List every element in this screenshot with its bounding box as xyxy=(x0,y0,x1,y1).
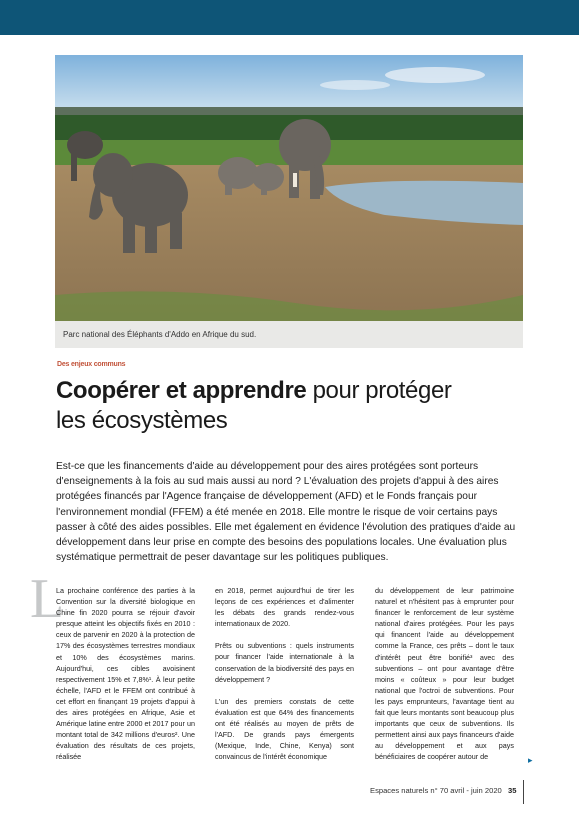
title-rest: pour protéger xyxy=(306,377,452,404)
body-paragraph: L'un des premiers constats de cette évaluation est que 64% des financements ont été réalisés au moyen de prêts de l'AFD. De grands pays émergents (Mexique, Inde, Chine, Kenya) sont convaincus de l'intérêt économique xyxy=(215,696,354,762)
article-title xyxy=(56,376,526,436)
caption-box xyxy=(55,321,523,348)
body-paragraph: en 2018, permet aujourd'hui de tirer les leçons de ces expériences et d'alimenter les débats des grands rendez-vous internationaux de 2020. xyxy=(215,586,354,629)
photo-caption: Parc national des Éléphants d'Addo en Afrique du sud. xyxy=(63,330,257,339)
title-line2: les écosystèmes xyxy=(56,407,228,434)
body-column-3 xyxy=(375,585,514,763)
article-intro: Est-ce que les financements d'aide au développement pour des aires protégées sont porteurs d'enseignements à la fois au sud mais aussi au nord ? L'évaluation des projets d'appui à des aires protégées financés par l'Agence française de développement (AFD) et le Fonds français pour l'environnement mondial (FFEM) a été menée en 2018. Elle montre le risque de voir certains pays passer à côté des aides possibles. Elle met également en évidence l'évolution des pratiques d'aide au développement dans leur prise en compte des besoins des populations locales. Une évaluation plus systématique permettrait de peser davantage sur les politiques publiques. xyxy=(56,461,516,564)
header-bar xyxy=(0,0,579,35)
footer-publication: Espaces naturels n° 70 avril - juin 2020 xyxy=(370,786,502,795)
elephants-photo xyxy=(55,55,523,321)
dropcap: L xyxy=(30,568,65,630)
footer-divider xyxy=(523,780,524,804)
body-paragraph: La prochaine conférence des parties à la Convention sur la diversité biologique en Chine fin 2020 pourra se réjouir d'avoir presque atteint les objectifs fixés en 2010 : ceux de parvenir en 2020 à la protection de 17% des écosystèmes terrestres mondiaux et 10% des écosystèmes marins. Aujourd'hui, ces cibles avoisinent respectivement 15% et 7,8%¹. À leur petite échelle, l'AFD et le FFEM ont contribué à cet effort en finançant 19 projets d'appui à des aires protégées en Afrique, Asie et Amérique latine entre 2000 et 2017 pour un montant total de 342 millions d'euros². Une évaluation des résultats de ces projets, réalisée xyxy=(56,586,195,762)
page-number: 35 xyxy=(508,786,517,795)
continue-arrow-icon: ▸ xyxy=(528,755,533,765)
body-column-2 xyxy=(215,585,354,762)
photo-credit xyxy=(523,322,529,352)
title-bold: Coopérer et apprendre xyxy=(56,377,307,404)
section-subheading: Prêts ou subventions : quels instruments pour financer l'aide internationale à la conservation de la biodiversité des pays en développement ? xyxy=(215,641,354,684)
section-kicker: Des enjeux communs xyxy=(57,361,126,368)
body-paragraph: du développement de leur patrimoine naturel et n'hésitent pas à emprunter pour financer le renforcement de leur système national d'aires protégées. Pour les pays qui financent l'aide au développement comme la France, ces prêts – dont le taux d'intérêt peut être bonifié³ avec des subventions – ont pour avantage d'être moins « coûteux » pour leur budget national que l'octroi de subventions. Pour les pays emprunteurs, l'avantage tient au fait que leurs montants sont beaucoup plus importants que ceux de subventions. Ils permettent ainsi aux pays financeurs d'aide au développement et aux pays bénéficiaires de coopérer autour de xyxy=(375,586,514,762)
body-column-1 xyxy=(56,585,195,763)
